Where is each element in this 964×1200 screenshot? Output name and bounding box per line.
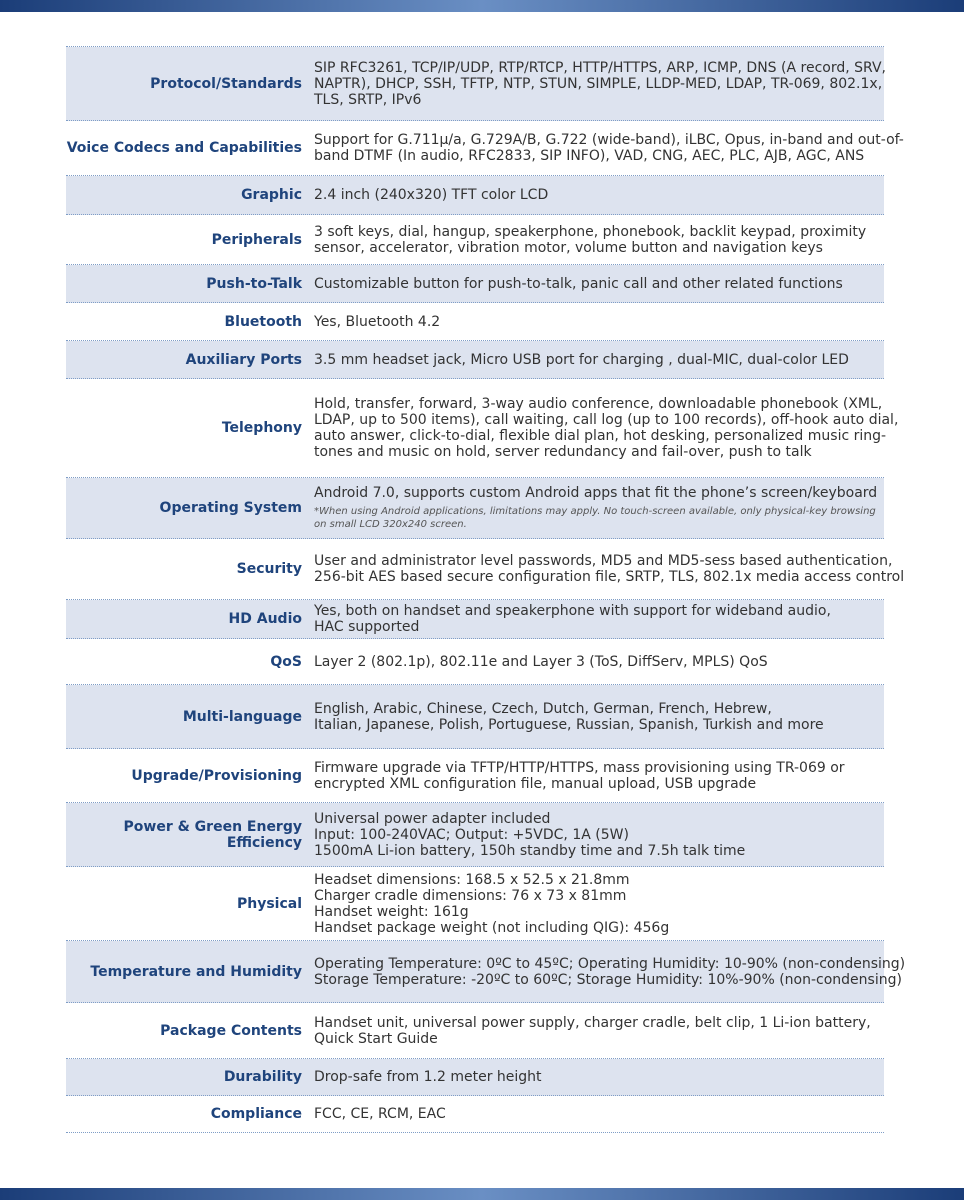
spec-value-line: TLS, SRTP, IPv6 [314, 91, 422, 108]
spec-value-line: HAC supported [314, 619, 420, 635]
spec-value-line: band DTMF (In audio, RFC2833, SIP INFO), VAD, CNG, AEC, PLC, AJB, AGC, ANS [314, 148, 865, 164]
spec-row [66, 639, 884, 685]
spec-row [66, 685, 884, 749]
spec-value [314, 224, 884, 256]
spec-value-line: tones and music on hold, server redundancy and fail-over, push to talk [314, 444, 812, 460]
spec-value-line: Firmware upgrade via TFTP/HTTP/HTTPS, mass provisioning using TR-069 or [314, 759, 845, 776]
spec-value-line: Italian, Japanese, Polish, Portuguese, Russian, Spanish, Turkish and more [314, 716, 824, 733]
spec-row [66, 215, 884, 265]
spec-label: Physical [236, 895, 302, 912]
spec-value-line: Operating Temperature: 0ºC to 45ºC; Operating Humidity: 10-90% (non-condensing) [314, 955, 906, 972]
spec-value-line: 1500mA Li-ion battery, 150h standby time and 7.5h talk time [314, 842, 746, 859]
spec-label: QoS [270, 653, 302, 670]
spec-row [66, 121, 904, 176]
top-accent-bar [0, 0, 964, 12]
spec-value-line: 3.5 mm headset jack, Micro USB port for charging , dual-MIC, dual-color LED [314, 351, 849, 368]
spec-value-line: Yes, both on handset and speakerphone with support for wideband audio, [314, 603, 831, 619]
spec-label: Push-to-Talk [206, 275, 302, 292]
spec-value-line: Hold, transfer, forward, 3-way audio conference, downloadable phonebook (XML, [314, 396, 883, 412]
spec-label: Auxiliary Ports [185, 351, 302, 368]
spec-table [66, 46, 906, 1133]
spec-row [66, 303, 884, 341]
spec-row [66, 867, 884, 941]
spec-row [66, 600, 884, 639]
spec-value [314, 1106, 884, 1122]
spec-value-line: Universal power adapter included [314, 810, 551, 827]
spec-row [66, 803, 884, 867]
spec-value-line: SIP RFC3261, TCP/IP/UDP, RTP/RTCP, HTTP/HTTPS, ARP, ICMP, DNS (A record, SRV, [314, 59, 887, 76]
spec-row [66, 1096, 884, 1133]
spec-row [66, 749, 884, 803]
spec-value-line: Headset dimensions: 168.5 x 52.5 x 21.8mm [314, 871, 630, 888]
spec-row [66, 265, 884, 303]
spec-row [66, 176, 884, 215]
spec-footnote: *When using Android applications, limitations may apply. No touch-screen available, only physical-key browsing [314, 506, 876, 517]
spec-value [314, 654, 884, 670]
spec-value [314, 187, 884, 203]
spec-value-line: Handset unit, universal power supply, charger cradle, belt clip, 1 Li-ion battery, [314, 1014, 871, 1031]
spec-value-line: Customizable button for push-to-talk, panic call and other related functions [314, 275, 843, 292]
spec-footnote: on small LCD 320x240 screen. [314, 519, 467, 530]
spec-label: HD Audio [228, 611, 302, 627]
spec-value-line: Input: 100-240VAC; Output: +5VDC, 1A (5W) [314, 826, 629, 843]
spec-value [314, 956, 911, 988]
spec-value [314, 396, 904, 460]
spec-value [314, 132, 910, 164]
spec-value-line: Android 7.0, supports custom Android apps that fit the phone’s screen/keyboard [314, 485, 878, 501]
spec-label: Telephony [221, 420, 302, 436]
spec-value-line: 256-bit AES based secure configuration file, SRTP, TLS, 802.1x media access control [314, 569, 905, 585]
spec-label: Upgrade/Provisioning [131, 767, 302, 784]
bottom-accent-bar [0, 1188, 964, 1200]
spec-value [314, 760, 884, 792]
spec-value-line: 2.4 inch (240x320) TFT color LCD [314, 187, 549, 203]
spec-value-line: Quick Start Guide [314, 1030, 438, 1047]
spec-label: Protocol/Standards [150, 75, 302, 92]
spec-row [66, 341, 884, 379]
spec-label: Peripherals [211, 231, 302, 248]
spec-value [314, 1069, 884, 1085]
spec-label: Security [236, 561, 302, 577]
spec-row [66, 941, 906, 1003]
spec-label: Voice Codecs and Capabilities [66, 140, 302, 156]
spec-value [314, 872, 884, 936]
spec-value-line: auto answer, click-to-dial, flexible dial plan, hot desking, personalized music ring- [314, 428, 887, 444]
spec-value [314, 485, 884, 531]
spec-value [314, 352, 884, 368]
spec-row [66, 379, 899, 478]
spec-value-line: Storage Temperature: -20ºC to 60ºC; Storage Humidity: 10%-90% (non-condensing) [314, 971, 902, 988]
spec-value-line: Handset package weight (not including QIG): 456g [314, 919, 670, 936]
spec-row [66, 1059, 884, 1096]
spec-row [66, 47, 887, 121]
spec-value-line: Drop-safe from 1.2 meter height [314, 1069, 542, 1085]
spec-label: Graphic [241, 187, 302, 203]
spec-value-line: User and administrator level passwords, MD5 and MD5-sess based authentication, [314, 553, 893, 569]
spec-row [66, 478, 884, 539]
spec-label: Compliance [210, 1106, 302, 1122]
spec-label: Multi-language [182, 708, 302, 725]
spec-value-line: LDAP, up to 500 items), call waiting, call log (up to 100 records), off-hook auto dial, [314, 412, 899, 428]
spec-value [314, 603, 884, 635]
spec-value-line: Charger cradle dimensions: 76 x 73 x 81mm [314, 887, 627, 904]
spec-value [314, 60, 892, 108]
spec-value-line: encrypted XML configuration file, manual upload, USB upgrade [314, 775, 757, 792]
spec-value [314, 1015, 884, 1047]
spec-value [314, 811, 884, 859]
spec-value [314, 314, 884, 330]
spec-label: Temperature and Humidity [90, 963, 302, 980]
spec-value-line: sensor, accelerator, vibration motor, volume button and navigation keys [314, 239, 823, 256]
spec-row [66, 539, 905, 600]
spec-label: Package Contents [160, 1022, 302, 1039]
spec-value-line: Handset weight: 161g [314, 903, 469, 920]
spec-value-line: Support for G.711µ/a, G.729A/B, G.722 (wide-band), iLBC, Opus, in-band and out-of- [314, 132, 904, 148]
spec-label: Bluetooth [224, 313, 302, 330]
spec-value [314, 553, 910, 585]
spec-row [66, 1003, 884, 1059]
spec-value [314, 701, 884, 733]
spec-label: Durability [223, 1069, 302, 1085]
spec-value-line: Layer 2 (802.1p), 802.11e and Layer 3 (ToS, DiffServ, MPLS) QoS [314, 653, 768, 670]
spec-value [314, 276, 884, 292]
spec-value-line: NAPTR), DHCP, SSH, TFTP, NTP, STUN, SIMPLE, LLDP-MED, LDAP, TR-069, 802.1x, [314, 75, 883, 92]
spec-label: Operating System [159, 500, 302, 516]
spec-label: Power & Green Energy Efficiency [123, 818, 302, 851]
spec-value-line: Yes, Bluetooth 4.2 [314, 313, 441, 330]
spec-value-line: English, Arabic, Chinese, Czech, Dutch, German, French, Hebrew, [314, 700, 772, 717]
spec-value-line: FCC, CE, RCM, EAC [314, 1106, 446, 1122]
spec-value-line: 3 soft keys, dial, hangup, speakerphone, phonebook, backlit keypad, proximity [314, 223, 867, 240]
